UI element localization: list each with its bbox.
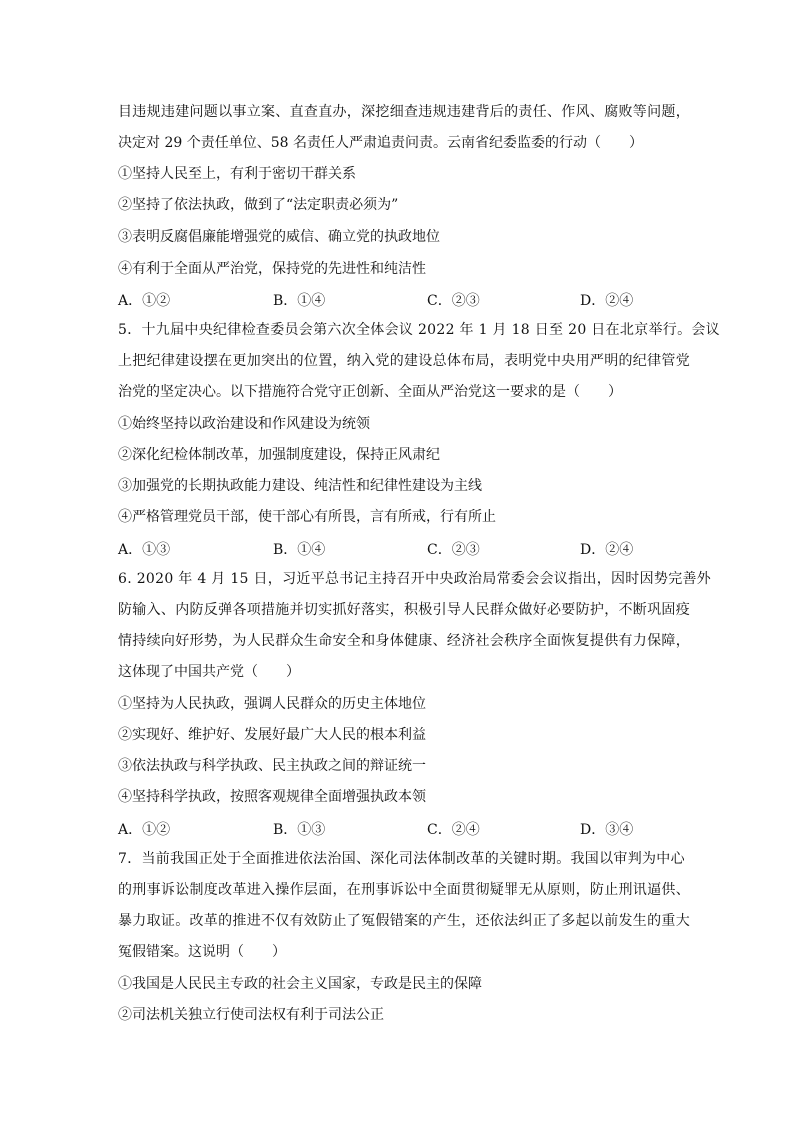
option-b[interactable]: B．①④ — [273, 293, 326, 309]
option-d[interactable]: D．②④ — [580, 293, 634, 309]
question-7-stem-line: 冤假错案。这说明（ ） — [118, 944, 286, 960]
option-d[interactable]: D．②④ — [580, 542, 634, 558]
question-7-stem-line: 暴力取证。改革的推进不仅有效防止了冤假错案的产生，还依法纠正了多起以前发生的重大 — [118, 913, 690, 929]
option-b[interactable]: B．①③ — [273, 822, 326, 838]
option-a[interactable]: A．①② — [118, 822, 171, 838]
question-4-stem-line: 决定对 29 个责任单位、58 名责任人严肃追责问责。云南省纪委监委的行动（ ） — [118, 135, 643, 151]
question-6-options — [118, 819, 678, 837]
question-5-stem-line: 5．十九届中央纪律检查委员会第六次全体会议 2022 年 1 月 18 日至 20 日在北京举行。会议 — [118, 322, 720, 338]
option-b[interactable]: B．①④ — [273, 542, 326, 558]
question-6-stem-line: 6. 2020 年 4 月 15 日，习近平总书记主持召开中央政治局常委会会议指出，因时因势完善外 — [118, 571, 712, 587]
question-5-statement: ①始终坚持以政治建设和作风建设为统领 — [118, 416, 370, 432]
option-c[interactable]: C．②③ — [427, 542, 480, 558]
question-5-stem-line: 治党的坚定决心。以下措施符合党守正创新、全面从严治党这一要求的是（ ） — [118, 384, 622, 400]
question-7-statement: ①我国是人民民主专政的社会主义国家，专政是民主的保障 — [118, 976, 482, 992]
question-6-stem-line: 情持续向好形势，为人民群众生命安全和身体健康、经济社会秩序全面恢复提供有力保障， — [118, 633, 690, 649]
question-4-options — [118, 290, 678, 308]
question-4-statement: ①坚持人民至上，有利于密切干群关系 — [118, 166, 356, 182]
question-5-options — [118, 539, 678, 557]
question-4-statement: ③表明反腐倡廉能增强党的威信、确立党的执政地位 — [118, 229, 440, 245]
question-7-stem-line: 的刑事诉讼制度改革进入操作层面，在刑事诉讼中全面贯彻疑罪无从原则，防止刑讯逼供、 — [118, 882, 690, 898]
option-d[interactable]: D．③④ — [580, 822, 634, 838]
option-c[interactable]: C．②③ — [427, 293, 480, 309]
question-5-statement: ③加强党的长期执政能力建设、纯洁性和纪律性建设为主线 — [118, 478, 482, 494]
question-6-stem-line: 这体现了中国共产党（ ） — [118, 664, 300, 680]
question-5-statement: ②深化纪检体制改革，加强制度建设，保持正风肃纪 — [118, 447, 440, 463]
option-c[interactable]: C．②④ — [427, 822, 480, 838]
question-6-statement: ④坚持科学执政，按照客观规律全面增强执政本领 — [118, 789, 426, 805]
question-4-statement: ④有利于全面从严治党，保持党的先进性和纯洁性 — [118, 261, 426, 277]
question-4-statement: ②坚持了依法执政，做到了“法定职责必须为” — [118, 197, 399, 213]
question-6-stem-line: 防输入、内防反弹各项措施并切实抓好落实，积极引导人民群众做好必要防护，不断巩固疫 — [118, 602, 690, 618]
option-a[interactable]: A．①② — [118, 293, 171, 309]
question-5-statement: ④严格管理党员干部，使干部心有所畏，言有所戒，行有所止 — [118, 509, 496, 525]
question-7-statement: ②司法机关独立行使司法权有利于司法公正 — [118, 1007, 384, 1023]
question-6-statement: ③依法执政与科学执政、民主执政之间的辩证统一 — [118, 758, 426, 774]
question-7-stem-line: 7．当前我国正处于全面推进依法治国、深化司法体制改革的关键时期。我国以审判为中心 — [118, 851, 685, 867]
question-6-statement: ②实现好、维护好、发展好最广大人民的根本利益 — [118, 727, 426, 743]
question-4-stem-line: 目违规违建问题以事立案、直查直办，深挖细查违规违建背后的责任、作风、腐败等问题， — [118, 104, 690, 120]
option-a[interactable]: A．①③ — [118, 542, 171, 558]
question-6-statement: ①坚持为人民执政，强调人民群众的历史主体地位 — [118, 696, 426, 712]
question-5-stem-line: 上把纪律建设摆在更加突出的位置，纳入党的建设总体布局，表明党中央用严明的纪律管党 — [118, 353, 690, 369]
